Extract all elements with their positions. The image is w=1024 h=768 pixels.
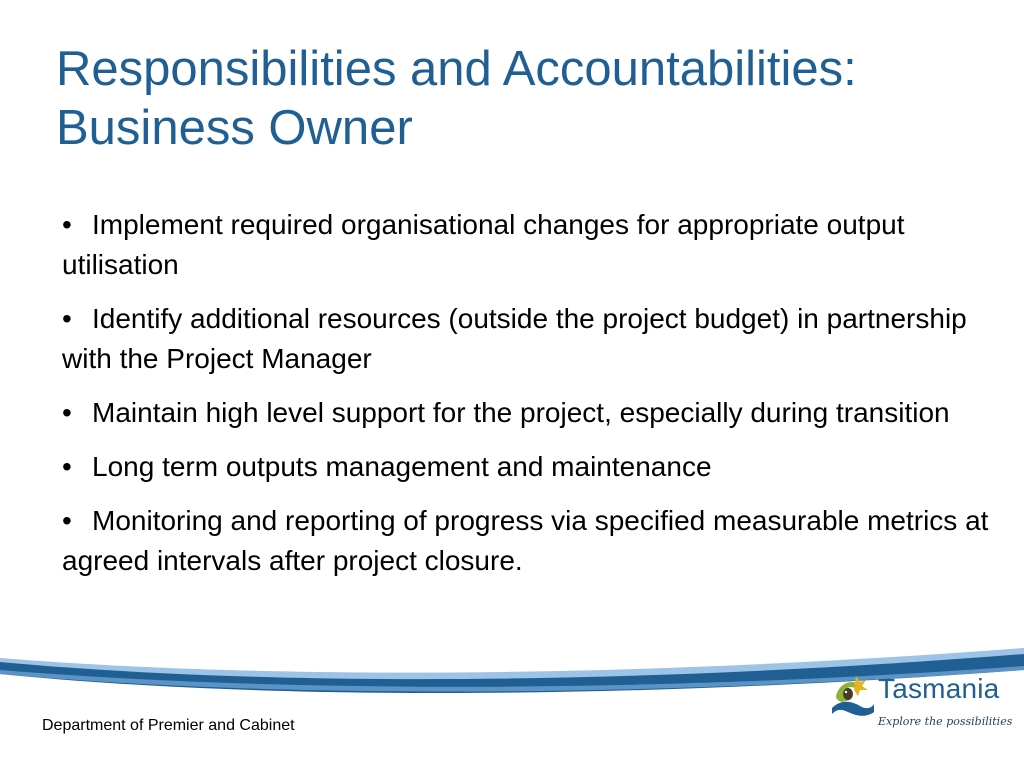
bullet-text: Maintain high level support for the project, especially during transition bbox=[92, 397, 950, 428]
logo-name: Tasmania bbox=[878, 673, 1000, 704]
bullet-dot: • bbox=[62, 209, 72, 240]
bullet-item bbox=[62, 393, 992, 433]
bullet-dot: • bbox=[62, 397, 72, 428]
bullet-list bbox=[62, 205, 992, 595]
bullet-text: Implement required organisational changes for appropriate output utilisation bbox=[62, 209, 905, 280]
bullet-item bbox=[62, 205, 992, 285]
bullet-item bbox=[62, 299, 992, 379]
bullet-text: Identify additional resources (outside the project budget) in partnership with the Project Manager bbox=[62, 303, 967, 374]
footer-department: Department of Premier and Cabinet bbox=[42, 717, 295, 734]
title-line-2: Business Owner bbox=[56, 101, 413, 155]
logo-tagline: Explore the possibilities bbox=[878, 715, 1013, 728]
bullet-dot: • bbox=[62, 451, 72, 482]
bullet-dot: • bbox=[62, 303, 72, 334]
tasmania-logo-icon bbox=[826, 670, 876, 720]
bullet-item bbox=[62, 501, 992, 581]
slide-title bbox=[56, 40, 1006, 158]
bullet-text: Monitoring and reporting of progress via specified measurable metrics at agreed intervals after project closure. bbox=[62, 505, 989, 576]
tasmania-logo bbox=[826, 668, 1013, 738]
bullet-item bbox=[62, 447, 992, 487]
bullet-dot: • bbox=[62, 505, 72, 536]
title-line-1: Responsibilities and Accountabilities: bbox=[56, 42, 857, 96]
bullet-text: Long term outputs management and maintenance bbox=[92, 451, 712, 482]
